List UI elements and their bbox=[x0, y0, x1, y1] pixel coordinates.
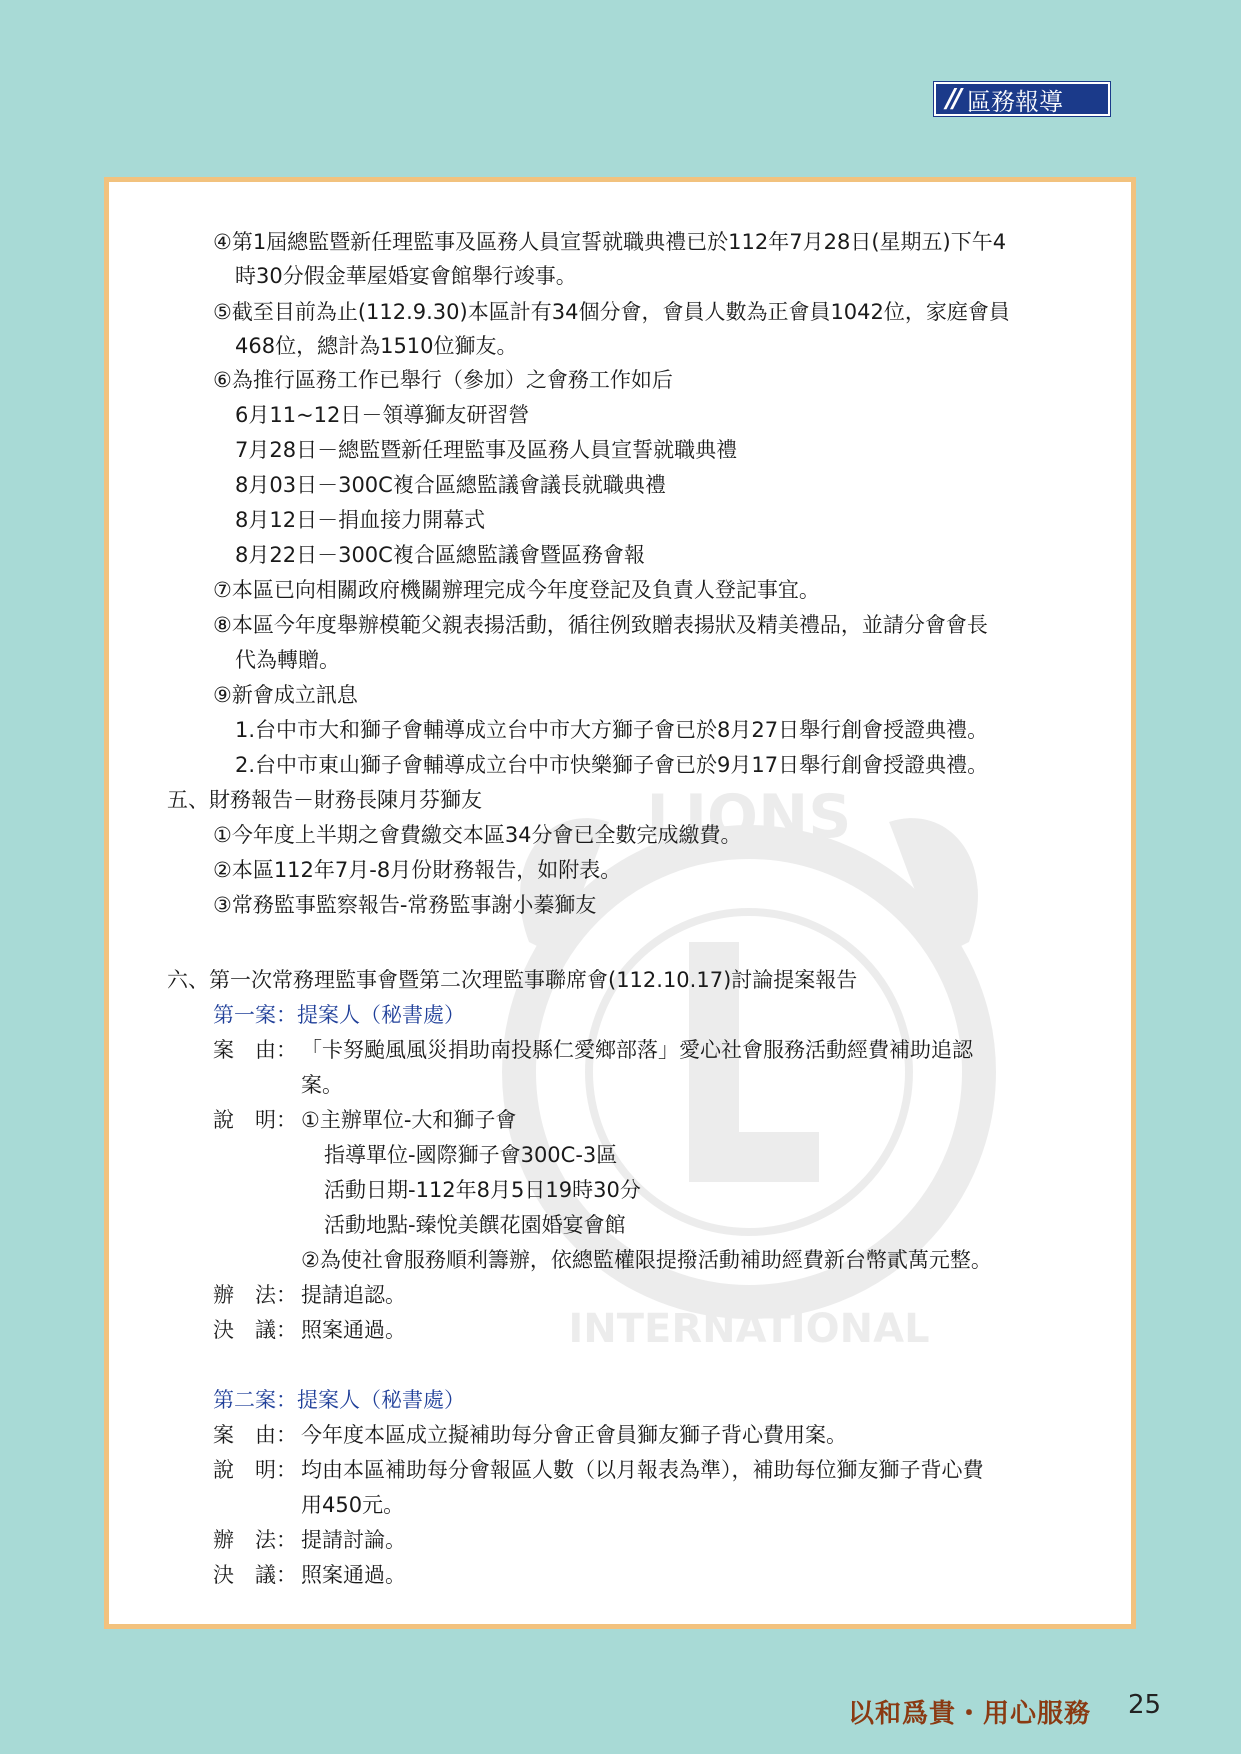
list-item: ⑦本區已向相關政府機關辦理完成今年度登記及負責人登記事宜。 bbox=[213, 578, 820, 602]
list-item: 2.台中市東山獅子會輔導成立台中市快樂獅子會已於9月17日舉行創會授證典禮。 bbox=[235, 753, 989, 777]
slash-icon: // bbox=[946, 84, 959, 114]
case-text: 活動地點-臻悅美饌花園婚宴會館 bbox=[324, 1213, 626, 1237]
list-item: 8月03日－300C複合區總監議會議長就職典禮 bbox=[235, 473, 666, 497]
section-heading: 六、第一次常務理監事會暨第二次理監事聯席會(112.10.17)討論提案報告 bbox=[167, 968, 858, 992]
list-item: ⑧本區今年度舉辦模範父親表揚活動，循往例致贈表揚狀及精美禮品，並請分會會長 bbox=[213, 613, 988, 637]
case-label: 案 由： bbox=[213, 1423, 297, 1447]
list-item: ②本區112年7月-8月份財務報告，如附表。 bbox=[213, 858, 622, 882]
list-item: 8月22日－300C複合區總監議會暨區務會報 bbox=[235, 543, 645, 567]
case-label: 辦 法： bbox=[213, 1283, 297, 1307]
watermark-text-bottom: INTERNATIONAL bbox=[568, 1306, 930, 1352]
content-panel bbox=[104, 177, 1136, 1629]
case-label: 決 議： bbox=[213, 1318, 297, 1342]
list-item: 7月28日－總監暨新任理監事及區務人員宣誓就職典禮 bbox=[235, 438, 738, 462]
list-item: 8月12日－捐血接力開幕式 bbox=[235, 508, 486, 532]
list-item: ⑥為推行區務工作已舉行（參加）之會務工作如后 bbox=[213, 368, 673, 392]
case-text: 均由本區補助每分會報區人數（以月報表為準），補助每位獅友獅子背心費 bbox=[301, 1458, 984, 1482]
list-item: 時30分假金華屋婚宴會館舉行竣事。 bbox=[235, 264, 577, 288]
section-header-tag bbox=[934, 82, 1110, 116]
list-item: ①今年度上半期之會費繳交本區34分會已全數完成繳費。 bbox=[213, 823, 742, 847]
case-label: 決 議： bbox=[213, 1563, 297, 1587]
case-text: ①主辦單位-大和獅子會 bbox=[301, 1108, 517, 1132]
list-item: 1.台中市大和獅子會輔導成立台中市大方獅子會已於8月27日舉行創會授證典禮。 bbox=[235, 718, 989, 742]
case-text: 提請追認。 bbox=[301, 1283, 406, 1307]
case-title: 第一案：提案人（秘書處） bbox=[213, 1003, 465, 1027]
case-text: ②為使社會服務順利籌辦，依總監權限提撥活動補助經費新台幣貳萬元整。 bbox=[301, 1248, 992, 1272]
case-text: 「卡努颱風風災捐助南投縣仁愛鄉部落」愛心社會服務活動經費補助追認 bbox=[301, 1038, 973, 1062]
case-text: 提請討論。 bbox=[301, 1528, 406, 1552]
case-text: 今年度本區成立擬補助每分會正會員獅友獅子背心費用案。 bbox=[301, 1423, 847, 1447]
case-label: 案 由： bbox=[213, 1038, 297, 1062]
document-body bbox=[109, 182, 1131, 1624]
list-item: ④第1屆總監暨新任理監事及區務人員宣誓就職典禮已於112年7月28日(星期五)下午4 bbox=[213, 230, 1007, 254]
list-item: 代為轉贈。 bbox=[235, 648, 340, 672]
case-label: 說 明： bbox=[213, 1108, 297, 1132]
case-label: 說 明： bbox=[213, 1458, 297, 1482]
case-label: 辦 法： bbox=[213, 1528, 297, 1552]
case-text: 案。 bbox=[301, 1073, 343, 1097]
list-item: ⑤截至目前為止(112.9.30)本區計有34個分會，會員人數為正會員1042位，家庭會員 bbox=[213, 300, 1010, 324]
list-item: 468位，總計為1510位獅友。 bbox=[235, 334, 518, 358]
page-number: 25 bbox=[1128, 1690, 1162, 1720]
case-text: 照案通過。 bbox=[301, 1318, 406, 1342]
section-heading: 五、財務報告－財務長陳月芬獅友 bbox=[167, 788, 482, 812]
list-item: ⑨新會成立訊息 bbox=[213, 683, 358, 707]
list-item: ③常務監事監察報告-常務監事謝小蓁獅友 bbox=[213, 893, 597, 917]
watermark-text-top: LIONS bbox=[646, 782, 852, 852]
case-text: 用450元。 bbox=[301, 1493, 405, 1517]
list-item: 6月11~12日－領導獅友研習營 bbox=[235, 403, 530, 427]
section-label: 區務報導 bbox=[967, 87, 1063, 116]
case-text: 照案通過。 bbox=[301, 1563, 406, 1587]
footer-motto: 以和爲貴・用心服務 bbox=[848, 1699, 1092, 1729]
case-text: 活動日期-112年8月5日19時30分 bbox=[324, 1178, 641, 1202]
case-title: 第二案：提案人（秘書處） bbox=[213, 1388, 465, 1412]
case-text: 指導單位-國際獅子會300C-3區 bbox=[324, 1143, 618, 1167]
